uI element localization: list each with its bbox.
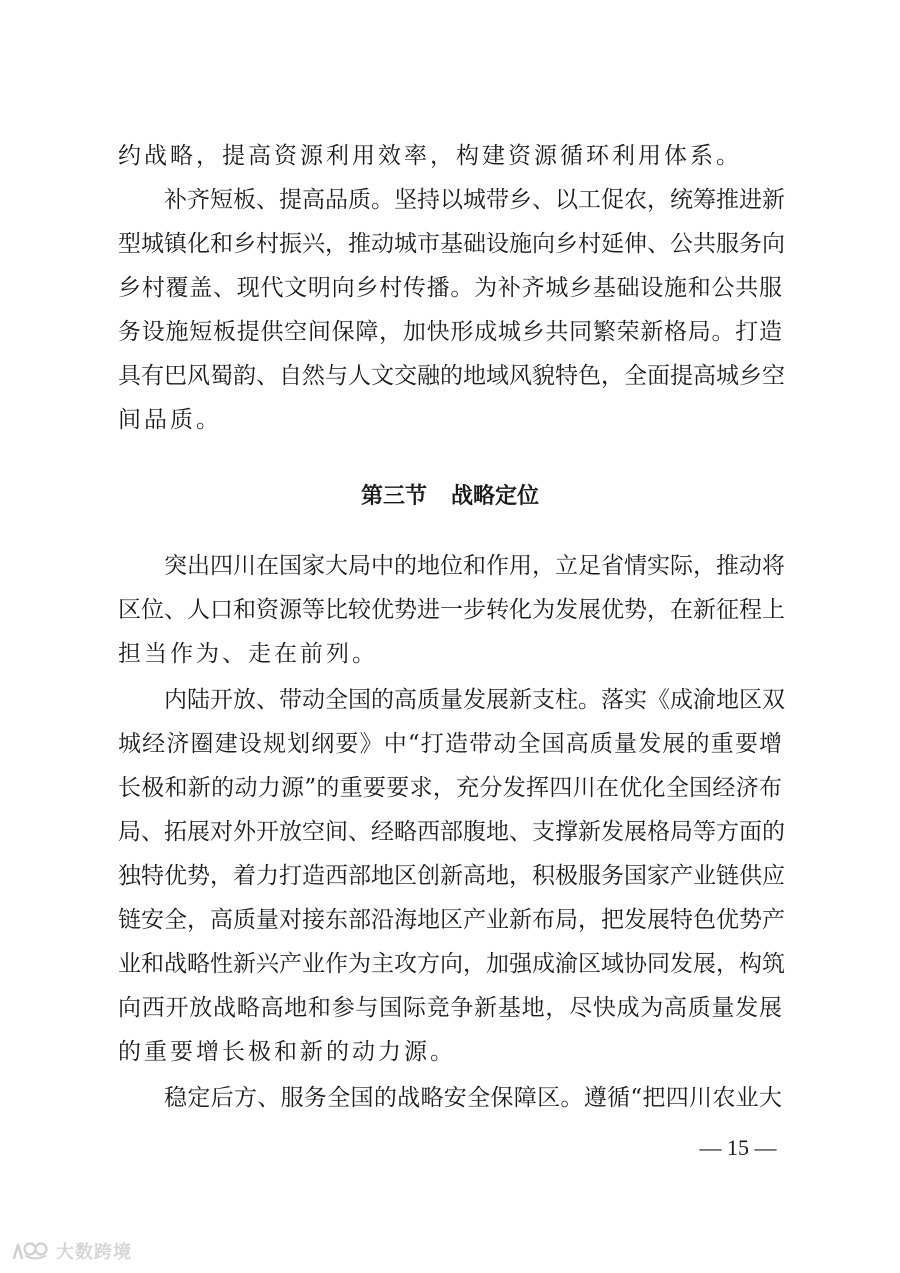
text-line: 突出四川在国家大局中的地位和作用，立足省情实际，推动将 — [164, 553, 785, 579]
text-line: 内陆开放、带动全国的高质量发展新支柱。落实《成渝地区双 — [164, 687, 785, 713]
text-line: 间品质。 — [118, 407, 222, 433]
text-line: 的重要增长极和新的动力源。 — [118, 1039, 456, 1065]
text-line: 长极和新的动力源”的重要要求，充分发挥四川在优化全国经济布 — [118, 775, 782, 801]
text-line: 具有巴风蜀韵、自然与人文交融的地域风貌特色，全面提高城乡空 — [118, 363, 785, 389]
text-line: 型城镇化和乡村振兴，推动城市基础设施向乡村延伸、公共服务向 — [118, 231, 785, 257]
watermark-text: 大数跨境 — [56, 1242, 132, 1263]
text-line: 独特优势，着力打造西部地区创新高地，积极服务国家产业链供应 — [118, 863, 785, 889]
text-line: 务设施短板提供空间保障，加快形成城乡共同繁荣新格局。打造 — [118, 319, 782, 345]
watermark-logo-icon — [10, 1240, 50, 1262]
text-line: 约战略，提高资源利用效率，构建资源循环利用体系。 — [118, 143, 742, 169]
text-line: 城经济圈建设规划纲要》中“打造带动全国高质量发展的重要增 — [118, 731, 782, 757]
text-line: 局、拓展对外开放空间、经略西部腹地、支撑新发展格局等方面的 — [118, 819, 785, 845]
text-line: 业和战略性新兴产业作为主攻方向，加强成渝区域协同发展，构筑 — [118, 951, 785, 977]
watermark — [10, 1238, 132, 1264]
text-line: 补齐短板、提高品质。坚持以城带乡、以工促农，统筹推进新 — [164, 187, 785, 213]
text-line: 区位、人口和资源等比较优势进一步转化为发展优势，在新征程上 — [118, 597, 785, 623]
page-number: — 15 — — [699, 1135, 777, 1160]
section-heading — [0, 477, 900, 517]
section-title: 战略定位 — [451, 484, 540, 509]
text-line: 乡村覆盖、现代文明向乡村传播。为补齐城乡基础设施和公共服 — [118, 275, 782, 301]
section-number: 第三节 — [360, 484, 427, 509]
text-line: 担当作为、走在前列。 — [118, 641, 378, 667]
text-line: 稳定后方、服务全国的战略安全保障区。遵循“把四川农业大 — [164, 1085, 782, 1111]
text-line: 向西开放战略高地和参与国际竞争新基地，尽快成为高质量发展 — [118, 995, 782, 1021]
text-line: 链安全，高质量对接东部沿海地区产业新布局，把发展特色优势产 — [118, 907, 785, 933]
